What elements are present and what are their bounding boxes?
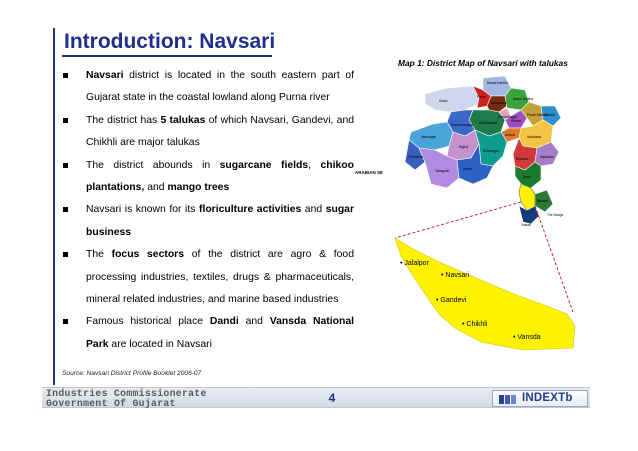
bullet-emphasis: chikoo plantations,: [86, 159, 354, 194]
map-tag-surat: Surat: [523, 175, 531, 179]
left-accent-bar: [53, 28, 55, 385]
bullet-square-icon: [63, 73, 68, 78]
bullet-emphasis: 5 talukas: [160, 114, 206, 126]
map-tag-surendranagar: Surendranagar: [451, 123, 473, 127]
org-line-2: Government Of Gujarat: [46, 398, 176, 409]
map-tag-sabarkantha: Sabar Kantha: [513, 97, 534, 101]
bullet-emphasis: floriculture activities: [198, 204, 302, 216]
taluka-jalalpor: • Jalalpor: [400, 260, 429, 267]
bullet-text: Navsari is known for its: [86, 204, 199, 216]
org-line-1: Industries Commissionerate: [46, 388, 207, 399]
bullet-text: are located in Navsari: [108, 338, 212, 350]
title-underline: [62, 55, 272, 57]
map-tag-bharuch: Bharuch: [516, 157, 529, 161]
map-tag-jamnagar: Jamnagar: [421, 135, 436, 139]
bullet-item: [62, 65, 354, 110]
map-tag-mahesana: Mahesana: [491, 101, 507, 105]
map-tag-narmada: Narmada: [540, 155, 554, 159]
map-tag-ahmedabad: Ahmedabad: [479, 121, 497, 125]
bullet-text: and: [301, 204, 326, 216]
taluka-navsari: • Navsari: [441, 272, 470, 279]
map-tag-valsad: Valsad: [521, 223, 531, 227]
bullet-emphasis: sugar business: [86, 204, 354, 238]
map-tag-kutch: Kutch: [439, 99, 448, 103]
bullet-emphasis: focus sectors: [111, 249, 184, 261]
source-note: Source: Navsari District Profile Booklet 2006-07: [62, 370, 202, 377]
bullet-text: ,: [308, 159, 321, 171]
map-tag-kheda: Kheda: [511, 119, 521, 123]
bullet-text: The district has: [86, 114, 161, 126]
bullet-square-icon: [63, 207, 68, 212]
bullet-emphasis: Vansda National Park: [86, 316, 354, 350]
taluka-chikhli: • Chikhli: [462, 321, 488, 328]
map-tag-junagadh: Junagadh: [435, 169, 450, 173]
bullet-emphasis: sugarcane fields: [219, 159, 309, 171]
bullet-square-icon: [63, 163, 68, 168]
pointer-line-right: [535, 206, 573, 312]
gujarat-district-map: [355, 66, 595, 356]
map-tag-dohad: Dohad: [545, 113, 555, 117]
logo-mark-icon: [499, 395, 517, 404]
map-tag-vadodara: Vadodara: [527, 135, 542, 139]
bullet-item: [62, 244, 354, 311]
bullet-text: and: [144, 182, 168, 194]
map-region-navsari: [519, 184, 535, 210]
bullet-item: [62, 110, 354, 155]
bullet-square-icon: [63, 118, 68, 123]
page-number: 4: [328, 391, 336, 405]
map-tag-bhavnagar: Bhavnagar: [483, 149, 499, 153]
bullet-item: [62, 311, 354, 356]
map-tag-rajkot: Rajkot: [459, 145, 469, 149]
bullet-text: The: [86, 249, 112, 261]
map-tag-gandhinagar: Gandhinagar: [498, 115, 518, 119]
taluka-gandevi: • Gandevi: [436, 297, 467, 304]
bullet-item: [62, 155, 354, 200]
org-name: [42, 388, 214, 409]
bullet-item: [62, 199, 354, 244]
map-caption: Map 1: District Map of Navsari with talukas: [398, 58, 568, 68]
map-tag-panchmahals: Panch Mahals: [527, 113, 548, 117]
map-tag-navsari: Navsari: [537, 199, 549, 203]
slide-title: Introduction: Navsari: [64, 30, 276, 53]
map-tag-patan: Patan: [477, 95, 486, 99]
footer-bar: [42, 387, 590, 408]
indextb-logo: [492, 390, 588, 407]
bullet-emphasis: Dandi: [209, 316, 239, 328]
sea-label: ARABIAN SE: [355, 170, 384, 175]
bullet-text: of the district are agro & food processing industries, textiles, drugs & pharmaceuticals, mineral related industries, and marine based industries: [86, 249, 354, 306]
bullet-text: of which Navsari, Gandevi, and Chikhli are major talukas: [86, 114, 354, 149]
map-tag-amreli: Amreli: [463, 167, 473, 171]
bullet-emphasis: Navsari: [86, 70, 124, 81]
bullet-text: and: [238, 316, 270, 328]
bullet-text: Famous historical place: [86, 316, 210, 328]
map-tag-banaskantha: Banas Kantha: [487, 81, 508, 85]
map-tag-anand: Anand: [505, 133, 515, 137]
bullet-square-icon: [63, 252, 68, 257]
logo-text: INDEXTb: [522, 392, 573, 404]
taluka-vansda: • Vansda: [513, 334, 541, 341]
pointer-line-left: [395, 202, 521, 238]
bullet-text: district is located in the south eastern part of Gujarat state in the coastal lowland along Purna river: [86, 70, 354, 104]
bullet-list: [62, 65, 354, 356]
bullet-text: The district abounds in: [86, 159, 220, 171]
navsari-enlarged: [395, 238, 575, 350]
bullet-square-icon: [63, 319, 68, 324]
map-tag-porbandar: Porbandar: [408, 155, 424, 159]
map-tag-dangs: The Dangs: [547, 213, 564, 217]
map-region-kutch: [425, 86, 483, 112]
bullet-emphasis: mango trees: [167, 182, 230, 194]
